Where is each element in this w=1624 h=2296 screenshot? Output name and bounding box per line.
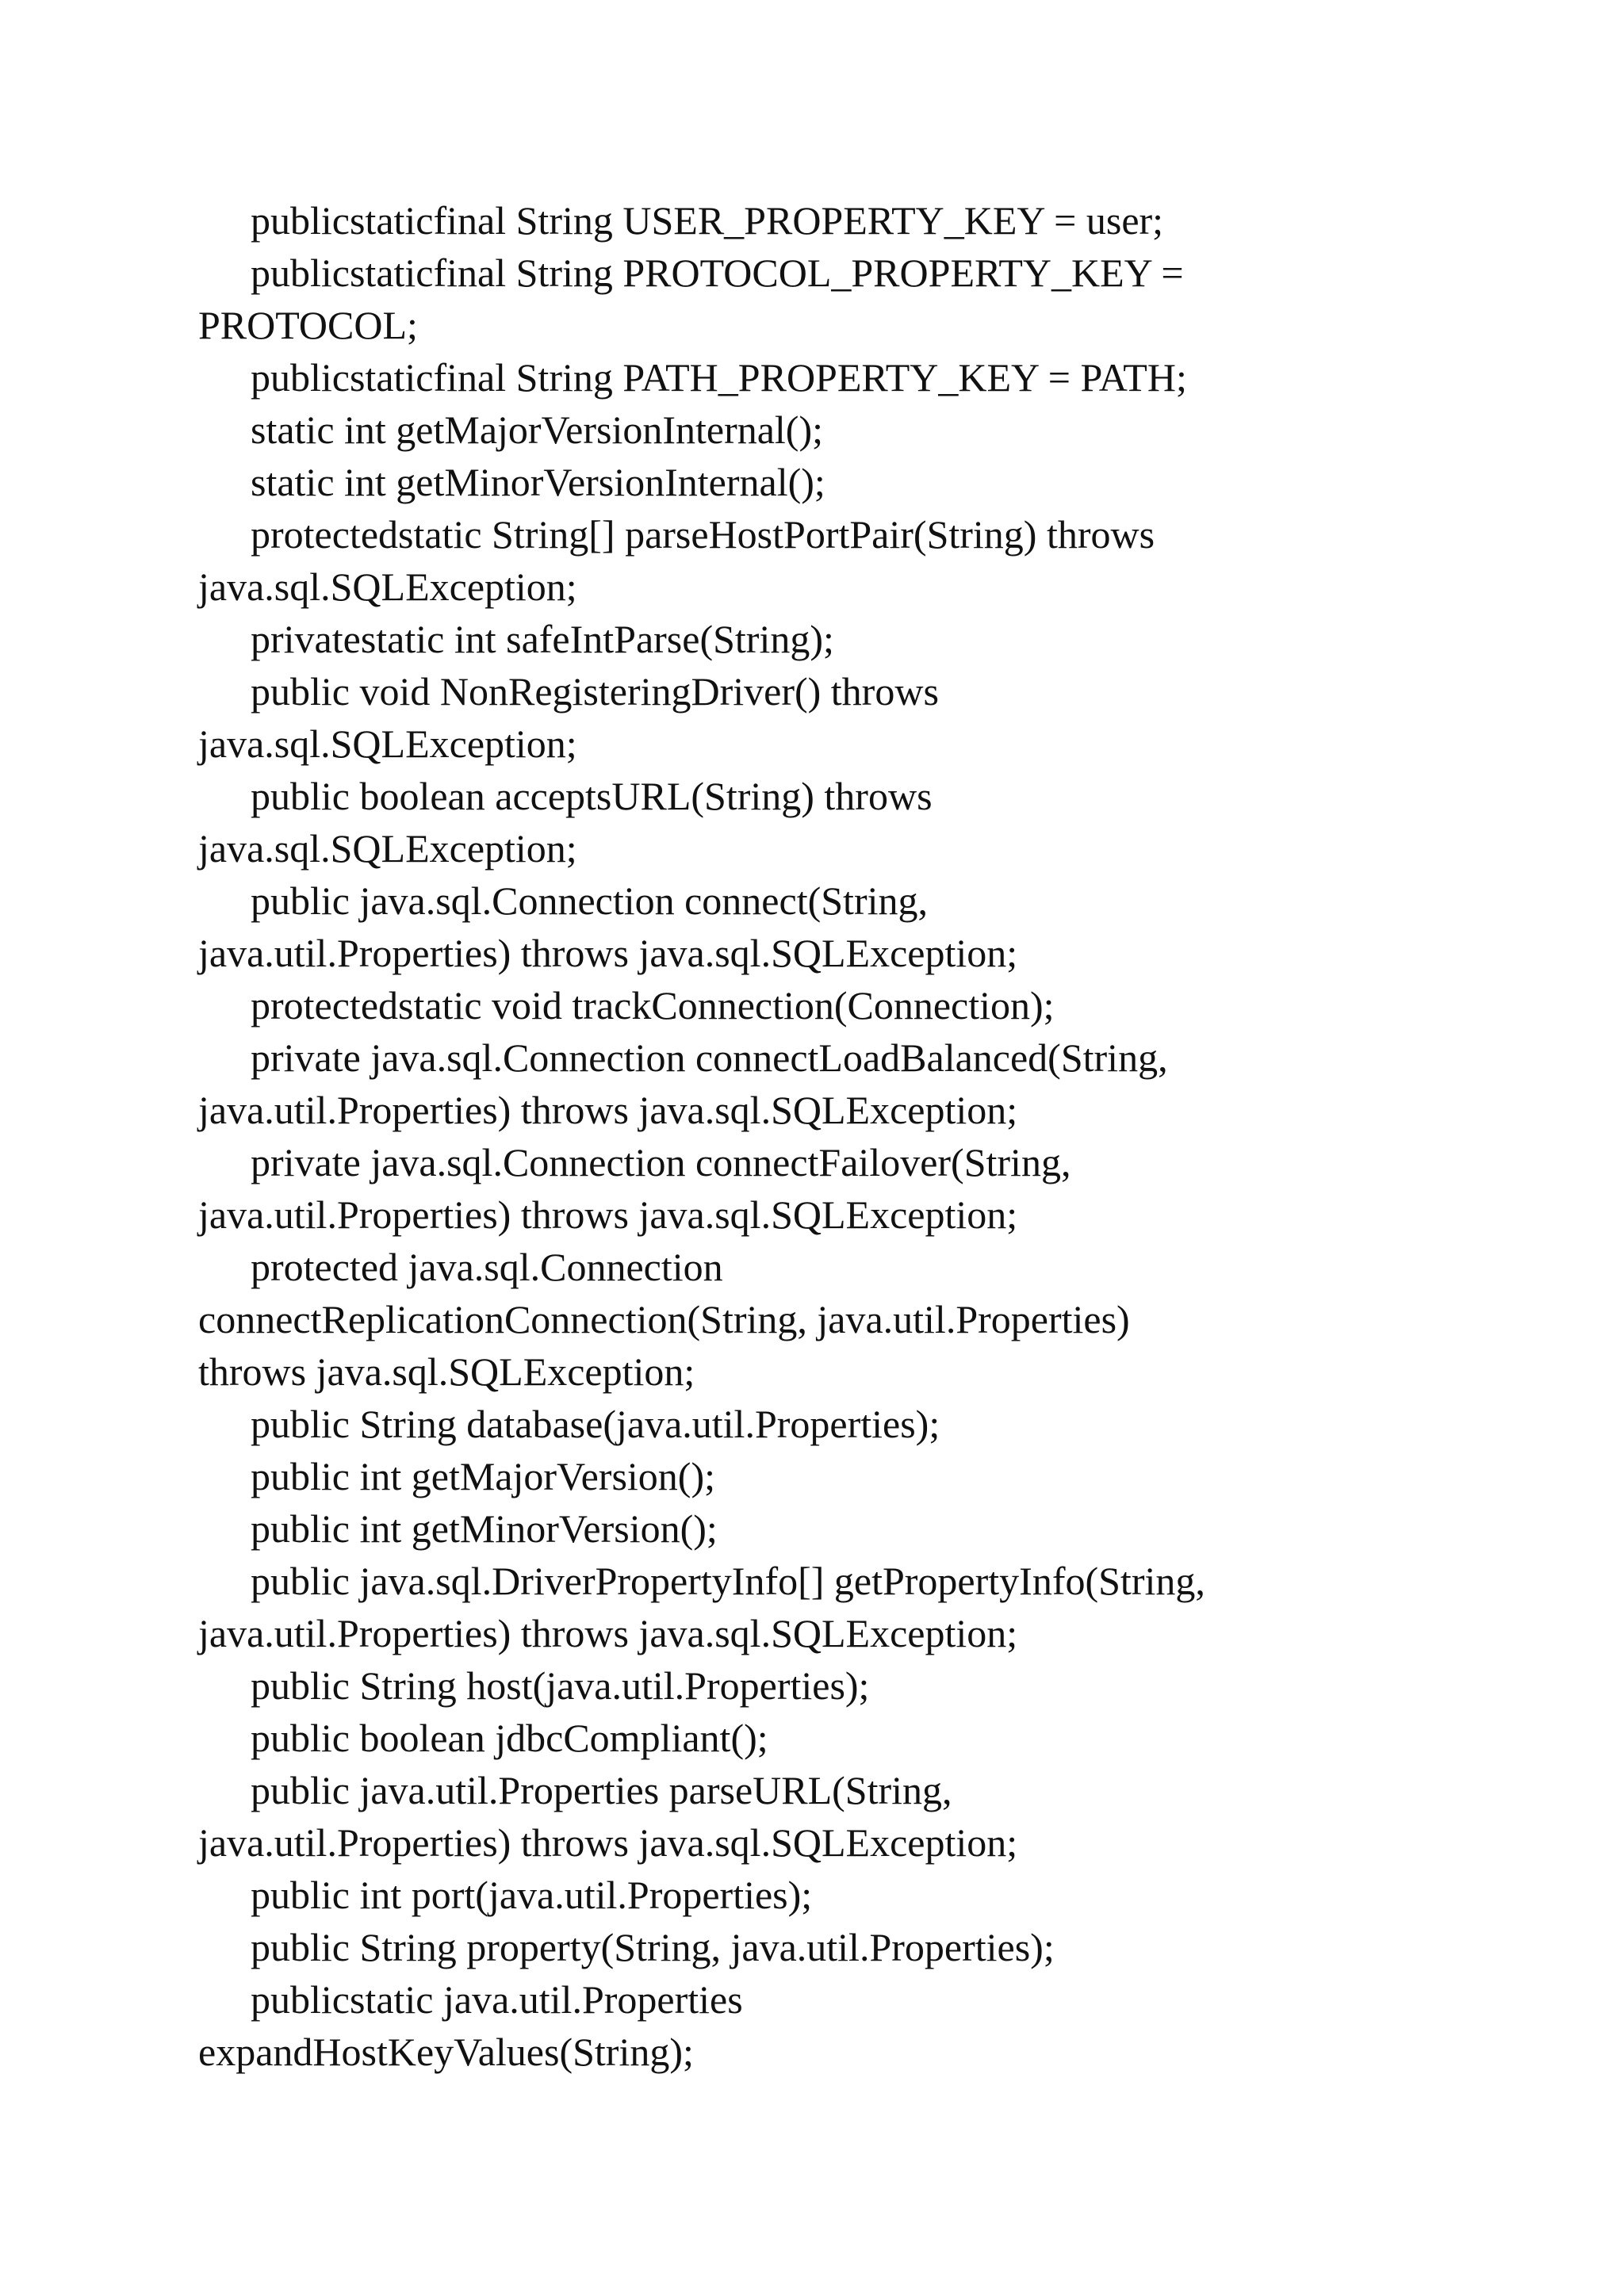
text-line: publicstaticfinal String USER_PROPERTY_KEY = user; bbox=[251, 198, 1164, 243]
text-line: private java.sql.Connection connectLoadBalanced(String, bbox=[251, 1035, 1168, 1080]
text-line: public int getMinorVersion(); bbox=[251, 1506, 718, 1551]
text-line: publicstaticfinal String PROTOCOL_PROPERTY_KEY = bbox=[251, 251, 1184, 295]
text-line: publicstaticfinal String PATH_PROPERTY_KEY = PATH; bbox=[251, 355, 1187, 400]
text-line: protectedstatic void trackConnection(Connection); bbox=[251, 983, 1055, 1027]
text-line: connectReplicationConnection(String, java.util.Properties) bbox=[198, 1297, 1130, 1341]
code-text-block bbox=[198, 194, 1467, 2078]
text-line: public int port(java.util.Properties); bbox=[251, 1873, 813, 1917]
text-line: java.sql.SQLException; bbox=[198, 564, 577, 609]
text-line: java.util.Properties) throws java.sql.SQLException; bbox=[198, 1088, 1018, 1132]
text-line: public int getMajorVersion(); bbox=[251, 1454, 715, 1498]
text-line: public java.sql.DriverPropertyInfo[] getPropertyInfo(String, bbox=[251, 1559, 1205, 1603]
text-line: java.util.Properties) throws java.sql.SQLException; bbox=[198, 1192, 1018, 1237]
text-line: static int getMajorVersionInternal(); bbox=[251, 408, 823, 452]
text-line: protected java.sql.Connection bbox=[251, 1245, 723, 1289]
text-line: PROTOCOL; bbox=[198, 303, 418, 347]
text-line: public java.util.Properties parseURL(String, bbox=[251, 1768, 952, 1812]
text-line: privatestatic int safeIntParse(String); bbox=[251, 617, 834, 661]
text-line: public String property(String, java.util.Properties); bbox=[251, 1925, 1055, 1969]
text-line: public String host(java.util.Properties); bbox=[251, 1663, 870, 1708]
text-line: java.sql.SQLException; bbox=[198, 826, 577, 871]
text-line: publicstatic java.util.Properties bbox=[251, 1977, 743, 2022]
text-line: protectedstatic String[] parseHostPortPair(String) throws bbox=[251, 512, 1155, 557]
text-line: public String database(java.util.Properties); bbox=[251, 1402, 940, 1446]
text-line: expandHostKeyValues(String); bbox=[198, 2030, 694, 2074]
text-line: static int getMinorVersionInternal(); bbox=[251, 460, 825, 504]
text-line: private java.sql.Connection connectFailover(String, bbox=[251, 1140, 1071, 1184]
text-line: public void NonRegisteringDriver() throws bbox=[251, 669, 939, 714]
text-line: java.util.Properties) throws java.sql.SQLException; bbox=[198, 931, 1018, 975]
text-line: java.util.Properties) throws java.sql.SQLException; bbox=[198, 1820, 1018, 1865]
text-line: public boolean jdbcCompliant(); bbox=[251, 1716, 768, 1760]
text-line: public java.sql.Connection connect(String, bbox=[251, 878, 928, 923]
text-line: throws java.sql.SQLException; bbox=[198, 1349, 695, 1394]
text-line: java.sql.SQLException; bbox=[198, 721, 577, 766]
text-line: java.util.Properties) throws java.sql.SQLException; bbox=[198, 1611, 1018, 1655]
text-line: public boolean acceptsURL(String) throws bbox=[251, 774, 933, 818]
